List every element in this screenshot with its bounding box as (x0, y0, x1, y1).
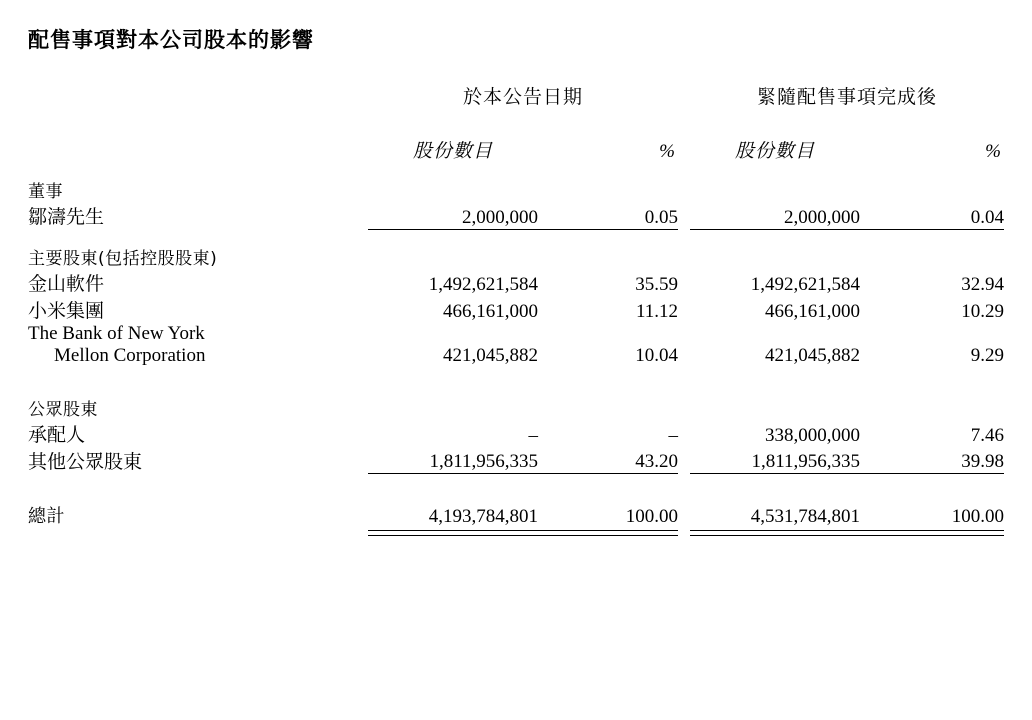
double-rule (690, 530, 860, 536)
section-heading-row (28, 395, 1004, 420)
row-shares-after: 421,045,882 (765, 344, 860, 366)
total-rule-shares-after (690, 528, 860, 536)
row-pct-after: 9.29 (970, 344, 1004, 366)
total-pct-before: 100.00 (625, 506, 678, 527)
row-label: Mellon Corporation (54, 344, 206, 366)
sub-header-shares-before: 股份數目 (412, 141, 493, 162)
table-row (28, 202, 1004, 229)
table-row (28, 323, 1004, 345)
row-pct-after: 10.29 (961, 300, 1004, 322)
column-gap (678, 502, 690, 528)
section-heading-directors: 董事 (28, 182, 63, 202)
total-rule-shares-before (368, 528, 538, 536)
row-pct-before: 35.59 (635, 273, 678, 295)
total-shares-after: 4,531,784,801 (750, 506, 860, 527)
section-heading-row (28, 244, 1004, 269)
column-gap (678, 420, 690, 447)
spacer-cell (28, 474, 1004, 489)
row-label: The Bank of New York (28, 322, 205, 344)
section-heading-substantial-shareholders: 主要股東(包括控股股東) (28, 248, 218, 269)
empty-cell (368, 244, 1004, 269)
total-rule-pct-before (538, 528, 678, 536)
group-header-after-label: 緊隨配售事項完成後 (756, 87, 937, 108)
row-pct-before (538, 323, 678, 345)
column-gap (678, 447, 690, 474)
spacer-cell (28, 488, 1004, 502)
row-shares-before: 421,045,882 (443, 344, 538, 366)
row-shares-before: 466,161,000 (443, 300, 538, 322)
empty-cell (28, 82, 368, 136)
column-gap (678, 202, 690, 229)
table-row (28, 447, 1004, 474)
shareholding-table (28, 82, 1004, 536)
spacer (28, 229, 1004, 244)
row-pct-before: 0.05 (538, 202, 678, 229)
row-shares-before: 2,000,000 (368, 202, 538, 229)
column-gap (678, 323, 690, 345)
total-row (28, 502, 1004, 528)
row-pct-after: 39.98 (860, 447, 1004, 474)
row-pct-before: – (668, 424, 678, 446)
row-pct-before: 43.20 (538, 447, 678, 474)
total-pct-after: 100.00 (951, 506, 1004, 527)
table-row (28, 420, 1004, 447)
sub-header-pct-before: % (659, 141, 676, 162)
row-label: 承配人 (28, 424, 86, 446)
double-rule (860, 530, 1004, 536)
section-heading-public-shareholders: 公眾股東 (28, 399, 98, 420)
column-gap (678, 136, 690, 163)
empty-cell (368, 395, 1004, 420)
spacer (28, 367, 1004, 381)
sub-header-shares-after: 股份數目 (734, 141, 815, 162)
sub-header-row (28, 136, 1004, 163)
total-rule-pct-after (860, 528, 1004, 536)
column-gap (678, 528, 690, 536)
row-label: 小米集團 (28, 300, 105, 322)
row-label: 其他公眾股東 (28, 451, 143, 473)
row-pct-after (860, 323, 1004, 345)
spacer-cell (28, 229, 1004, 244)
spacer (28, 381, 1004, 395)
row-shares-before (368, 323, 538, 345)
row-shares-after: 1,811,956,335 (690, 447, 860, 474)
spacer (28, 474, 1004, 489)
row-shares-after: 338,000,000 (765, 424, 860, 446)
row-pct-after: 7.46 (970, 424, 1004, 446)
row-shares-after (690, 323, 860, 345)
row-shares-after: 2,000,000 (690, 202, 860, 229)
empty-cell (28, 528, 368, 536)
group-header-row (28, 82, 1004, 136)
page-title: 配售事項對本公司股本的影響 (28, 28, 314, 52)
row-pct-after: 0.04 (860, 202, 1004, 229)
spacer (28, 488, 1004, 502)
empty-cell (28, 136, 368, 163)
table-row (28, 269, 1004, 296)
spacer-cell (28, 367, 1004, 381)
total-shares-before: 4,193,784,801 (428, 506, 538, 527)
row-pct-after: 32.94 (961, 273, 1004, 295)
group-header-after (690, 82, 1004, 136)
row-label: 金山軟件 (28, 273, 105, 295)
spacer-cell (28, 381, 1004, 395)
column-gap (678, 269, 690, 296)
column-gap (678, 296, 690, 323)
total-rule-row (28, 528, 1004, 536)
total-label: 總計 (28, 506, 65, 527)
double-rule (538, 530, 678, 536)
sub-header-pct-after: % (985, 141, 1002, 162)
row-shares-before: – (528, 424, 538, 446)
empty-cell (368, 177, 1004, 202)
row-label: 鄒濤先生 (28, 207, 105, 228)
row-shares-after: 1,492,621,584 (750, 273, 860, 295)
spacer-cell (28, 163, 1004, 177)
spacer (28, 163, 1004, 177)
section-heading-row (28, 177, 1004, 202)
row-pct-before: 10.04 (635, 344, 678, 366)
group-header-before (368, 82, 678, 136)
row-pct-before: 11.12 (635, 300, 678, 322)
double-rule (368, 530, 538, 536)
row-shares-before: 1,492,621,584 (428, 273, 538, 295)
column-gap (678, 345, 690, 367)
column-gap (678, 82, 690, 136)
table-row (28, 345, 1004, 367)
group-header-before-label: 於本公告日期 (462, 87, 583, 108)
row-shares-before: 1,811,956,335 (368, 447, 538, 474)
row-shares-after: 466,161,000 (765, 300, 860, 322)
table-row (28, 296, 1004, 323)
